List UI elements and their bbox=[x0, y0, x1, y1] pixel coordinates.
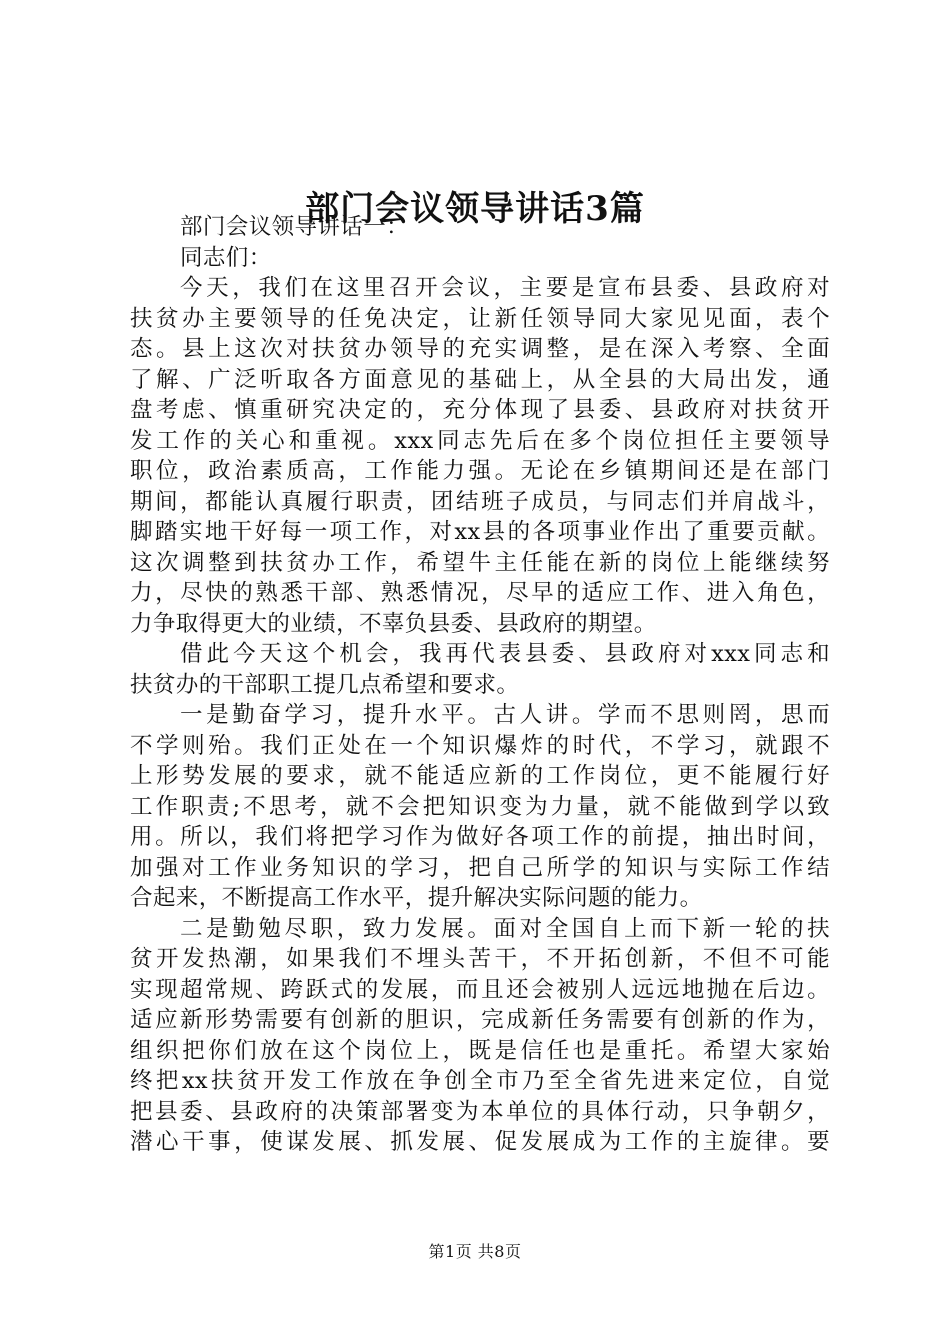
text-line: 职位，政治素质高，工作能力强。无论在乡镇期间还是在部门 bbox=[130, 458, 830, 484]
document-title: 部门会议领导讲话3篇 bbox=[305, 189, 645, 229]
text-line: 态。县上这次对扶贫办领导的充实调整，是在深入考察、全面 bbox=[130, 336, 830, 362]
text-line: 加强对工作业务知识的学习，把自己所学的知识与实际工作结 bbox=[130, 854, 830, 881]
text-line: 借此今天这个机会，我再代表县委、县政府对xxx同志和 bbox=[180, 641, 830, 667]
text-line: 终把xx扶贫开发工作放在争创全市乃至全省先进来定位，自觉 bbox=[130, 1068, 830, 1094]
document-body bbox=[130, 212, 830, 1158]
text-line: 同志们： bbox=[180, 244, 272, 271]
text-line: 了解、广泛听取各方面意见的基础上，从全县的大局出发，通 bbox=[130, 366, 830, 393]
text-line: 这次调整到扶贫办工作，希望牛主任能在新的岗位上能继续努 bbox=[130, 549, 830, 576]
text-line: 不学则殆。我们正处在一个知识爆炸的时代，不学习，就跟不 bbox=[130, 732, 830, 759]
text-line: 工作职责;不思考，就不会把知识变为力量，就不能做到学以致 bbox=[130, 793, 830, 820]
page-footer: 第1页 共8页 bbox=[428, 1242, 522, 1261]
text-line: 用。所以，我们将把学习作为做好各项工作的前提，抽出时间， bbox=[130, 824, 830, 850]
text-line: 力，尽快的熟悉干部、熟悉情况，尽早的适应工作、进入角色， bbox=[130, 580, 830, 606]
text-line: 力争取得更大的业绩，不辜负县委、县政府的期望。 bbox=[130, 610, 657, 637]
text-line: 二是勤勉尽职，致力发展。面对全国自上而下新一轮的扶 bbox=[180, 915, 830, 942]
text-line: 扶贫办的干部职工提几点希望和要求。 bbox=[130, 671, 520, 698]
text-line: 实现超常规、跨跃式的发展，而且还会被别人远远地抛在后边。 bbox=[130, 976, 830, 1003]
text-line: 一是勤奋学习，提升水平。古人讲。学而不思则罔，思而 bbox=[180, 702, 830, 728]
text-line: 合起来，不断提高工作水平，提升解决实际问题的能力。 bbox=[130, 885, 703, 911]
text-line: 贫开发热潮，如果我们不埋头苦干，不开拓创新，不但不可能 bbox=[130, 946, 830, 972]
text-line: 盘考虑、慎重研究决定的，充分体现了县委、县政府对扶贫开 bbox=[130, 397, 830, 423]
text-line: 扶贫办主要领导的任免决定，让新任领导同大家见见面，表个 bbox=[130, 305, 830, 332]
text-line: 发工作的关心和重视。xxx同志先后在多个岗位担任主要领导 bbox=[130, 427, 830, 454]
text-line: 今天，我们在这里召开会议，主要是宣布县委、县政府对 bbox=[180, 275, 830, 301]
text-line: 潜心干事，使谋发展、抓发展、促发展成为工作的主旋律。要 bbox=[130, 1129, 830, 1155]
text-line: 把县委、县政府的决策部署变为本单位的具体行动，只争朝夕， bbox=[130, 1098, 830, 1125]
text-line: 适应新形势需要有创新的胆识，完成新任务需要有创新的作为， bbox=[130, 1007, 830, 1033]
text-line: 部门会议领导讲话一： bbox=[180, 214, 410, 240]
text-line: 期间，都能认真履行职责，团结班子成员，与同志们并肩战斗， bbox=[130, 488, 830, 515]
text-line: 脚踏实地干好每一项工作，对xx县的各项事业作出了重要贡献。 bbox=[130, 519, 830, 545]
text-line: 上形势发展的要求，就不能适应新的工作岗位，更不能履行好 bbox=[130, 763, 830, 789]
text-line: 组织把你们放在这个岗位上，既是信任也是重托。希望大家始 bbox=[130, 1037, 830, 1064]
